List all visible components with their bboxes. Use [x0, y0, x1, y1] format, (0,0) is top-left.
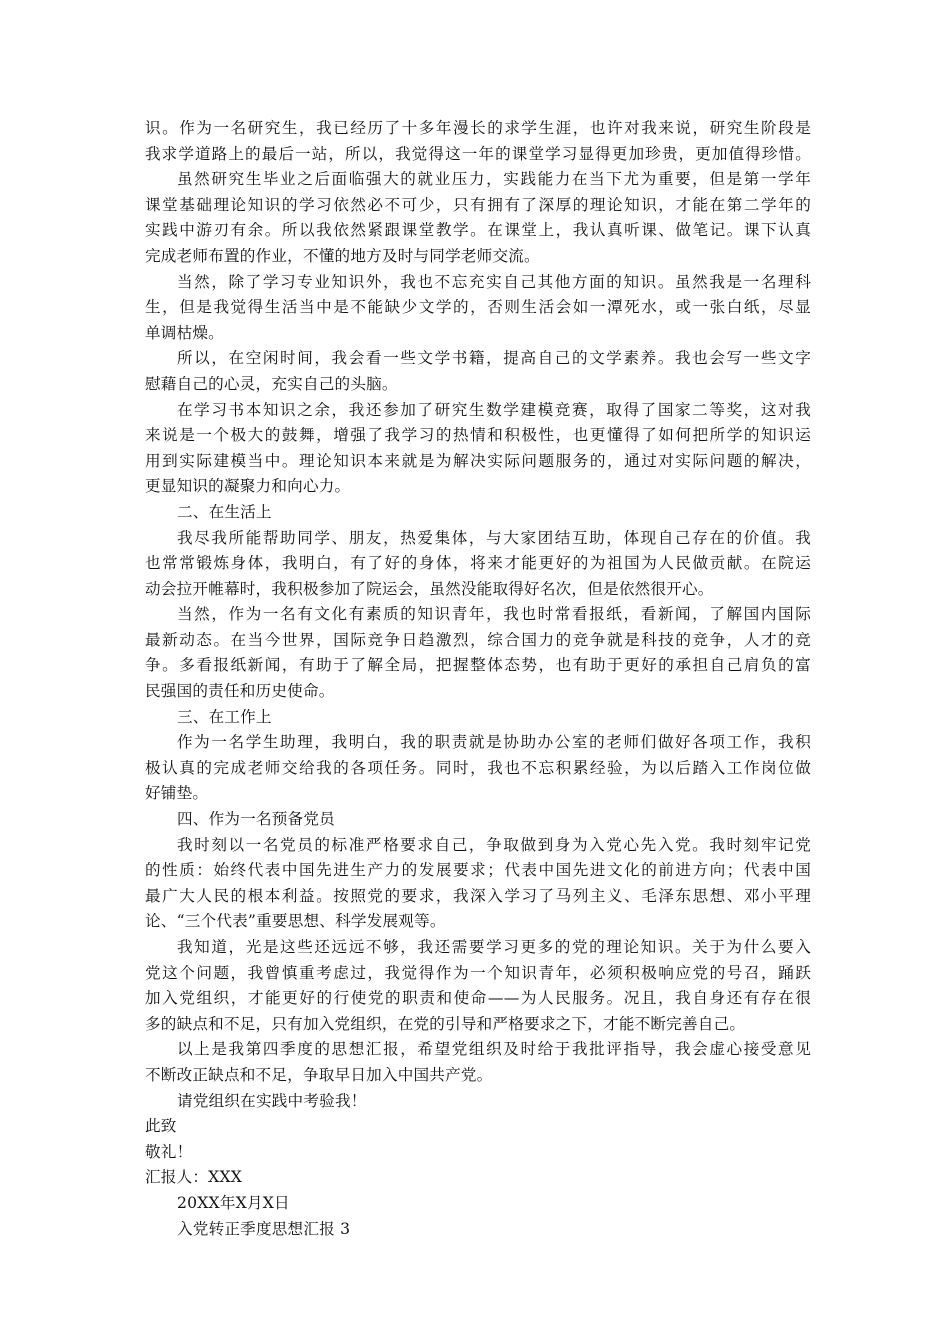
text-line: 二、在生活上: [177, 502, 272, 521]
text-line: 不断改正缺点和不足，争取早日加入中国共产党。: [145, 1065, 493, 1084]
text-line: 我尽我所能帮助同学、朋友，热爱集体，与大家团结互助，体现自己存在的价值。我: [177, 528, 811, 547]
text-line: 单调枯燥。: [145, 323, 224, 342]
text-line: 当然，作为一名有文化有素质的知识青年，我也时常看报纸，看新闻，了解国内国际: [177, 605, 811, 624]
text-line: 的性质：始终代表中国先进生产力的发展要求；代表中国先进文化的前进方向；代表中国: [145, 861, 811, 880]
text-line: 虽然研究生毕业之后面临强大的就业压力，实践能力在当下尤为重要，但是第一学年: [177, 170, 811, 189]
text-line: 我时刻以一名党员的标准严格要求自己，争取做到身为入党心先入党。我时刻牢记党: [177, 835, 811, 854]
text-line: 识。作为一名研究生，我已经历了十多年漫长的求学生涯，也许对我来说，研究生阶段是: [145, 119, 811, 137]
text-line: 所以，在空闲时间，我会看一些文学书籍，提高自己的文学素养。我也会写一些文字: [177, 349, 811, 368]
text-line: 动会拉开帷幕时，我积极参加了院运会，虽然没能取得好名次，但是依然很开心。: [145, 579, 714, 598]
text-line: 作为一名学生助理，我明白，我的职责就是协助办公室的老师们做好各项工作，我积: [177, 733, 811, 752]
text-line: 完成老师布置的作业，不懂的地方及时与同学老师交流。: [145, 246, 540, 265]
text-line: 更显知识的凝聚力和向心力。: [145, 477, 351, 496]
text-line: 以上是我第四季度的思想汇报，希望党组织及时给于我批评指导，我会虚心接受意见: [177, 1040, 811, 1059]
text-line: 生，但是我觉得生活当中是不能缺少文学的，否则生活会如一潭死水，或一张白纸，尽显: [145, 298, 811, 317]
text-line: 民强国的责任和历史使命。: [145, 682, 335, 701]
text-line: 好铺垫。: [145, 784, 209, 803]
text-line: 敬礼！: [145, 1142, 193, 1161]
text-line: 我知道，光是这些还远远不够，我还需要学习更多的党的理论知识。关于为什么要入: [177, 938, 811, 956]
text-line: 请党组织在实践中考验我！: [177, 1091, 367, 1110]
text-line: 也常常锻炼身体，我明白，有了好的身体，将来才能更好的为祖国为人民做贡献。在院运: [145, 554, 811, 573]
text-line: 用到实际建模当中。理论知识本来就是为解决实际问题服务的，通过对实际问题的解决，: [145, 451, 811, 470]
text-line: 我求学道路上的最后一站，所以，我觉得这一年的课堂学习显得更加珍贵，更加值得珍惜。: [145, 144, 811, 163]
text-line: 最新动态。在当今世界，国际竞争日趋激烈，综合国力的竞争就是科技的竞争，人才的竞: [145, 630, 811, 649]
text-line: 争。多看报纸新闻，有助于了解全局，把握整体态势，也有助于更好的承担自己肩负的富: [145, 656, 811, 675]
text-line: 实践中游刃有余。所以我依然紧跟课堂教学。在课堂上，我认真听课、做笔记。课下认真: [145, 221, 811, 240]
text-line: 加入党组织，才能更好的行使党的职责和使命——为人民服务。况且，我自身还有存在很: [145, 989, 811, 1008]
text-line: 极认真的完成老师交给我的各项任务。同时，我也不忘积累经验，为以后踏入工作岗位做: [145, 758, 811, 777]
text-line: 四、作为一名预备党员: [177, 810, 335, 829]
document-body: [145, 116, 811, 1242]
text-line: 当然，除了学习专业知识外，我也不忘充实自己其他方面的知识。虽然我是一名理科: [177, 272, 811, 291]
text-line: 最广大人民的根本利益。按照党的要求，我深入学习了马列主义、毛泽东思想、邓小平理: [145, 886, 811, 905]
text-line: 此致: [145, 1117, 177, 1136]
text-line: 来说是一个极大的鼓舞，增强了我学习的热情和积极性，也更懂得了如何把所学的知识运: [145, 426, 811, 445]
text-line: 20XX年X月X日: [177, 1193, 290, 1212]
text-line: 入党转正季度思想汇报 3: [177, 1219, 351, 1238]
text-line: 多的缺点和不足，只有加入党组织，在党的引导和严格要求之下，才能不断完善自己。: [145, 1014, 746, 1033]
text-line: 三、在工作上: [177, 707, 272, 726]
text-line: 论、“三个代表”重要思想、科学发展观等。: [145, 912, 446, 931]
text-line: 汇报人：XXX: [145, 1168, 243, 1187]
text-line: 党这个问题，我曾慎重考虑过，我觉得作为一个知识青年，必须积极响应党的号召，踊跃: [145, 963, 811, 982]
text-line: 慰藉自己的心灵，充实自己的头脑。: [145, 374, 398, 393]
text-line: 在学习书本知识之余，我还参加了研究生数学建模竞赛，取得了国家二等奖，这对我: [177, 400, 811, 419]
text-line: 课堂基础理论知识的学习依然必不可少，只有拥有了深厚的理论知识，才能在第二学年的: [145, 195, 811, 214]
